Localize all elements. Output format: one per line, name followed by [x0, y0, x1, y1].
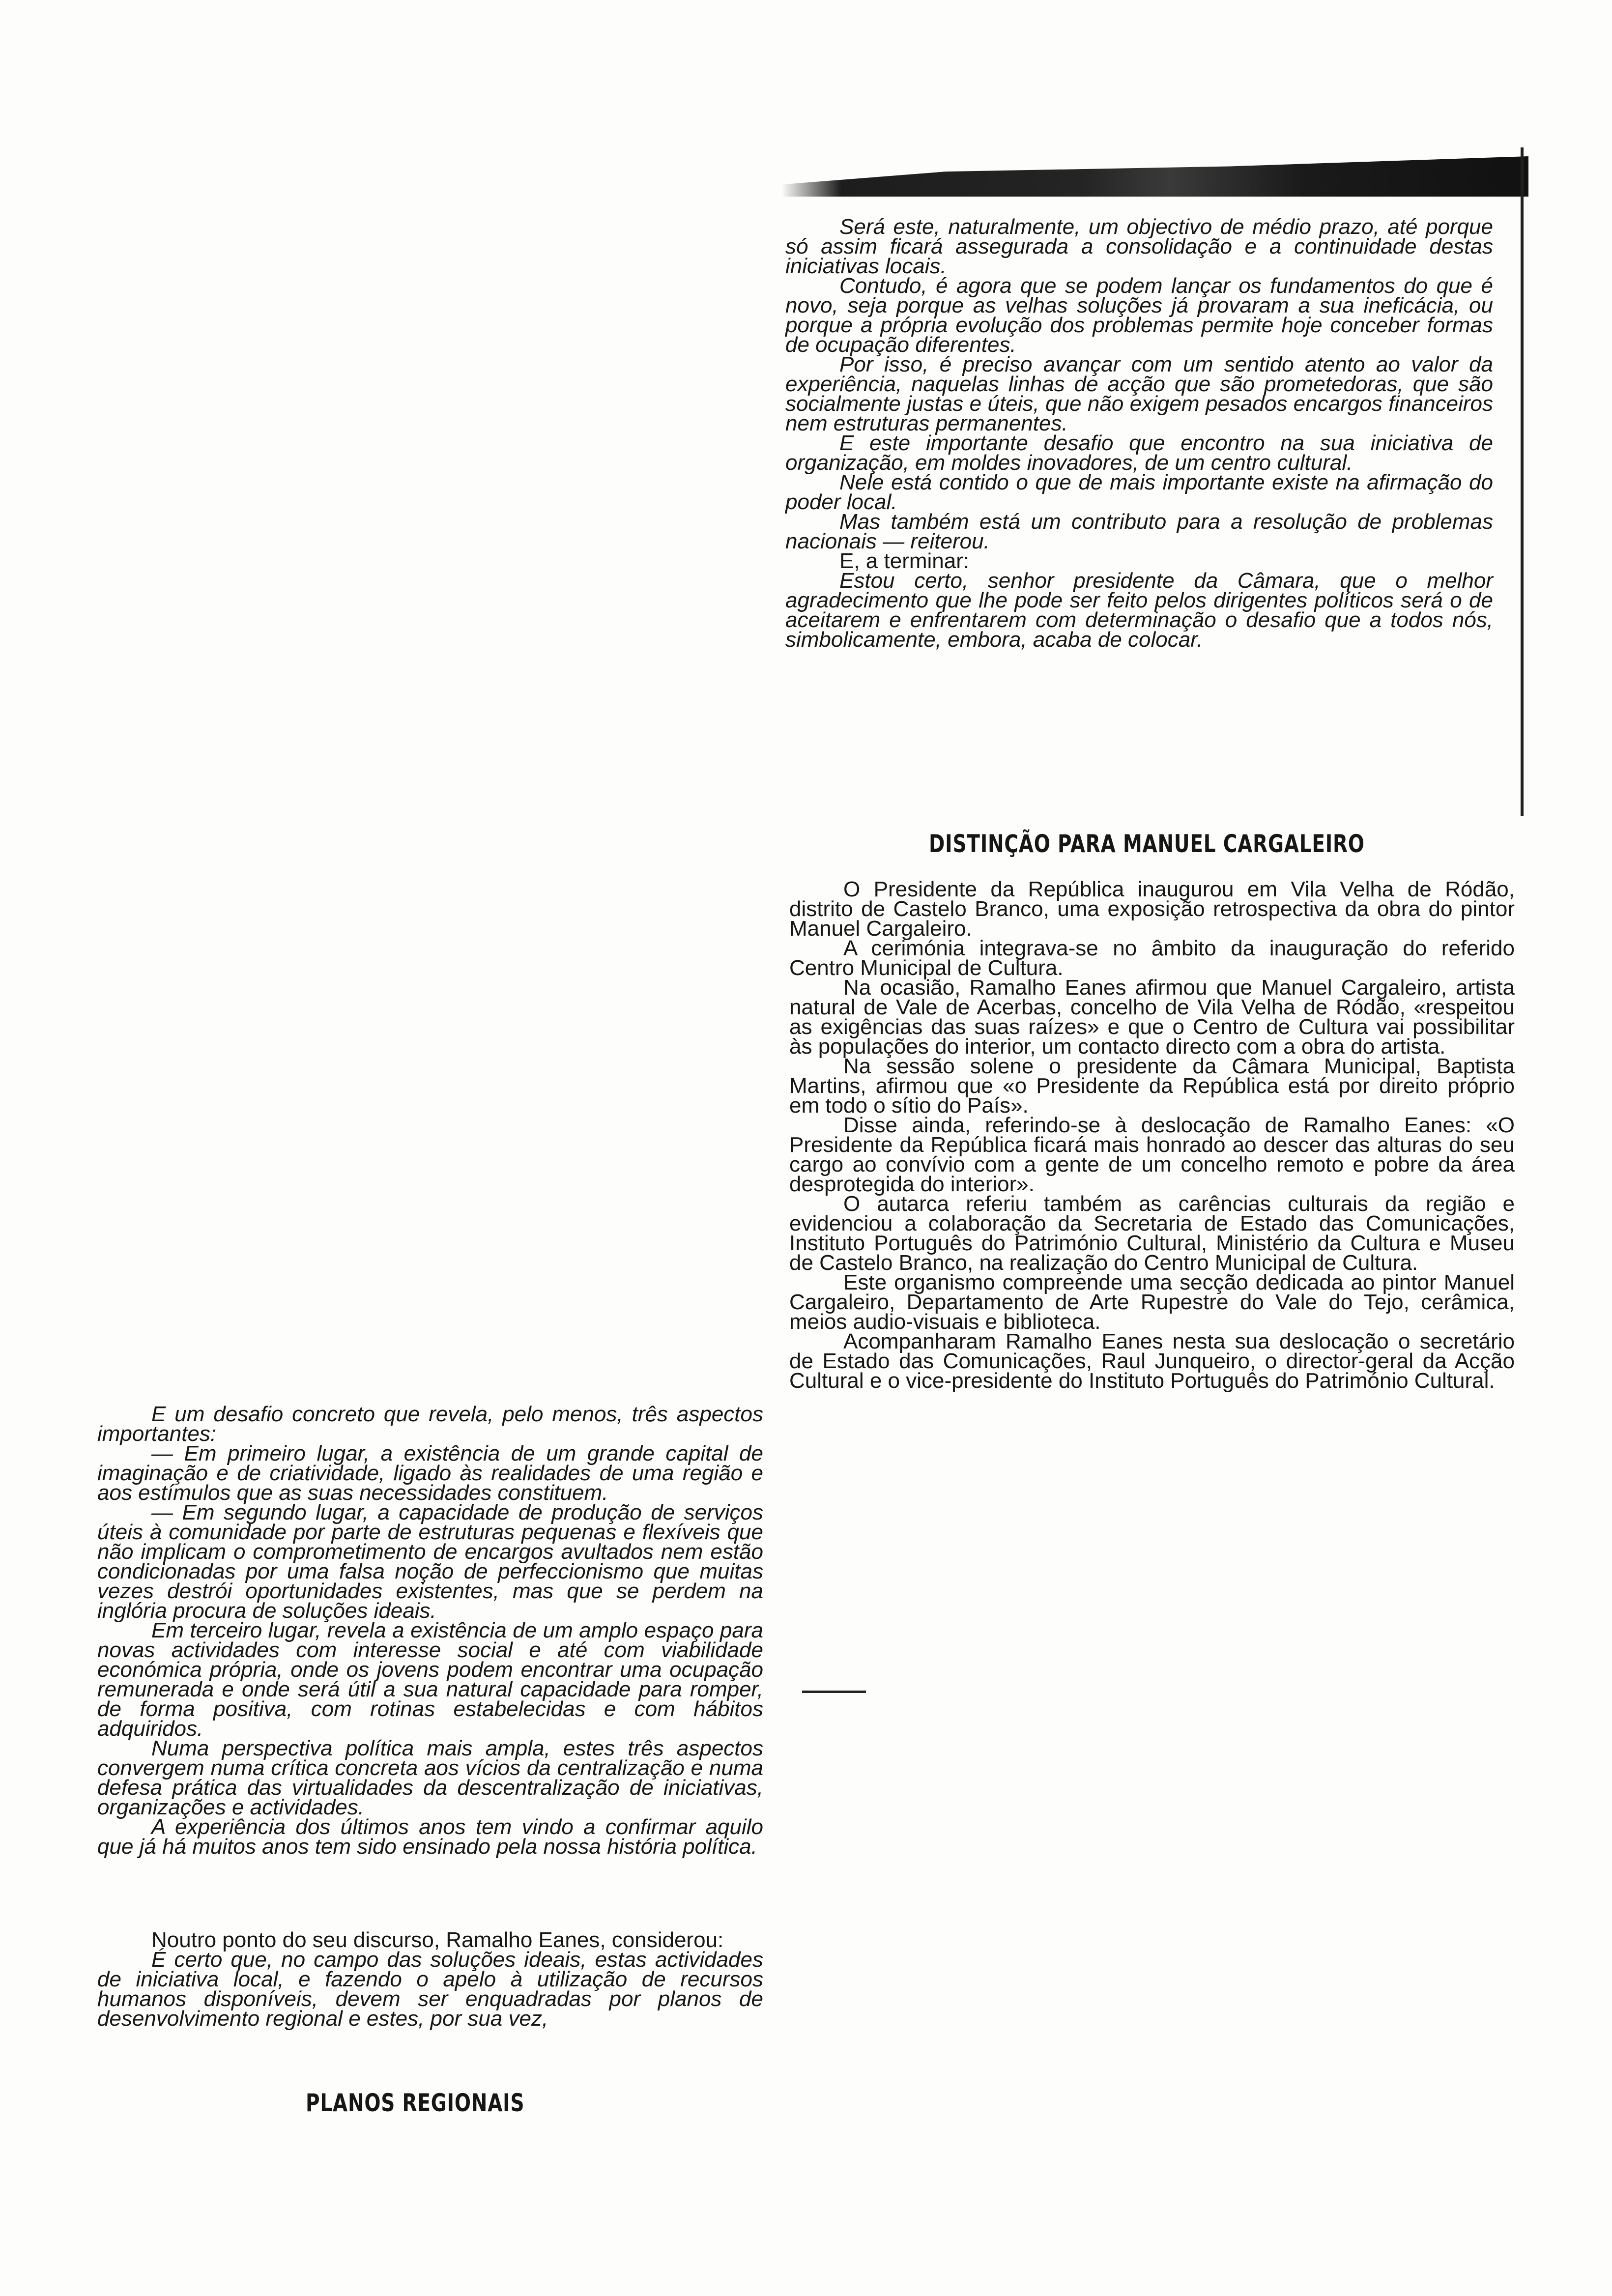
paragraph: Este organismo compreende uma secção dedicada ao pintor Manuel Cargaleiro, Departamento de Arte Rupestre do Vale do Tejo, cerâmica, meios audio-visuais e biblioteca. [789, 1270, 1515, 1334]
paragraph: — Em primeiro lugar, a existência de um grande capital de imaginação e de criatividade, ligado às realidades de uma região e aos estímulos que as suas necessidades constituem. [97, 1441, 763, 1505]
section-heading-planos: PLANOS REGIONAIS [306, 2089, 525, 2117]
section-heading-distincao: DISTINÇÃO PARA MANUEL CARGALEIRO [929, 830, 1365, 858]
paragraph: A cerimónia integrava-se no âmbito da inauguração do referido Centro Municipal de Cultura. [789, 936, 1515, 980]
paragraph: Por isso, é preciso avançar com um sentido atento ao valor da experiência, naquelas linhas de acção que são prometedoras, que são socialmente justas e úteis, que não exigem pesados encargos financeiros nem estruturas permanentes. [785, 352, 1493, 435]
paragraph: Na ocasião, Ramalho Eanes afirmou que Manuel Cargaleiro, artista natural de Vale de Acerbas, concelho de Vila Velha de Ródão, «respeitou as exigências das suas raízes» e que o Centro de Cultura vai possibilitar às populações do interior, um contacto directo com a obra do artista. [789, 976, 1515, 1059]
paragraph: A experiência dos últimos anos tem vindo a confirmar aquilo que já há muitos anos tem sido ensinado pela nossa história política. [97, 1815, 763, 1859]
paragraph: Noutro ponto do seu discurso, Ramalho Eanes, considerou: [151, 1928, 724, 1952]
paragraph: O autarca referiu também as carências culturais da região e evidenciou a colaboração da Secretaria de Estado das Comunicações, Instituto Português do Património Cultural, Ministério da Cultura e Museu de Castelo Branco, na realização do Centro Municipal de Cultura. [789, 1192, 1515, 1275]
right-column-top [785, 217, 1493, 650]
paragraph: E um desafio concreto que revela, pelo menos, três aspectos importantes: [97, 1402, 763, 1446]
paragraph: Numa perspectiva política mais ampla, estes três aspectos convergem numa crítica concreta aos vícios da centralização e numa defesa prática das virtualidades da descentralização de iniciativas, organizações e actividades. [97, 1736, 763, 1819]
paragraph: E, a terminar: [839, 549, 970, 573]
paragraph: E este importante desafio que encontro na sua iniciativa de organização, em moldes inovadores, de um centro cultural. [785, 431, 1493, 475]
paragraph: Contudo, é agora que se podem lançar os fundamentos do que é novo, seja porque as velhas soluções já provaram a sua ineficácia, ou porque a própria evolução dos problemas permite hoje conceber formas de ocupação diferentes. [785, 274, 1493, 357]
paragraph: Nele está contido o que de mais importante existe na afirmação do poder local. [785, 470, 1493, 514]
paragraph: Estou certo, senhor presidente da Câmara, que o melhor agradecimento que lhe pode ser feito pelos dirigentes políticos será o de aceitarem e enfrentarem com determinação o desafio que a todos nós, simbolicamente, embora, acaba de colocar. [785, 569, 1493, 652]
right-column-bottom [789, 877, 1515, 1393]
paragraph: É certo que, no campo das soluções ideais, estas actividades de iniciativa local, e fazendo o apelo à utilização de recursos humanos disponíveis, devem ser enquadradas por planos de desenvolvimento regional e estes, por sua vez, [97, 1948, 763, 2031]
paragraph: Será este, naturalmente, um objectivo de médio prazo, até porque só assim ficará assegurada a consolidação e a continuidade destas iniciativas locais. [785, 215, 1493, 278]
end-rule [802, 1691, 866, 1693]
paragraph: Disse ainda, referindo-se à deslocação de Ramalho Eanes: «O Presidente da República ficará mais honrado ao descer das alturas do seu cargo ao convívio com a gente de um concelho remoto e pobre da área desprotegida do interior». [789, 1113, 1515, 1196]
paragraph: — Em segundo lugar, a capacidade de produção de serviços úteis à comunidade por parte de estruturas pequenas e flexíveis que não implicam o comprometimento de encargos avultados nem estão condicionadas por uma falsa noção de perfeccionismo que muitas vezes destrói oportunidades existentes, mas que se perdem na inglória procura de soluções ideais. [97, 1500, 763, 1623]
paragraph: Acompanharam Ramalho Eanes nesta sua deslocação o secretário de Estado das Comunicações, Raul Junqueiro, o director-geral da Acção Cultural e o vice-presidente do Instituto Português do Património Cultural. [789, 1329, 1515, 1393]
paragraph: Mas também está um contributo para a resolução de problemas nacionais — reiterou. [785, 510, 1493, 553]
header-ink-bar [781, 156, 1528, 197]
paragraph: Na sessão solene o presidente da Câmara Municipal, Baptista Martins, afirmou que «o Presidente da República está por direito próprio em todo o sítio do País». [789, 1054, 1515, 1118]
paragraph: O Presidente da República inaugurou em Vila Velha de Ródão, distrito de Castelo Branco, uma exposição retrospectiva da obra do pintor Manuel Cargaleiro. [789, 877, 1515, 941]
left-column [97, 1402, 763, 2031]
column-divider-rule [1521, 147, 1524, 816]
paragraph: Em terceiro lugar, revela a existência de um amplo espaço para novas actividades com interesse social e até com viabilidade económica própria, onde os jovens podem encontrar uma ocupação remunerada e onde será útil a sua natural capacidade para romper, de forma positiva, com rotinas estabelecidas e com hábitos adquiridos. [97, 1618, 763, 1741]
